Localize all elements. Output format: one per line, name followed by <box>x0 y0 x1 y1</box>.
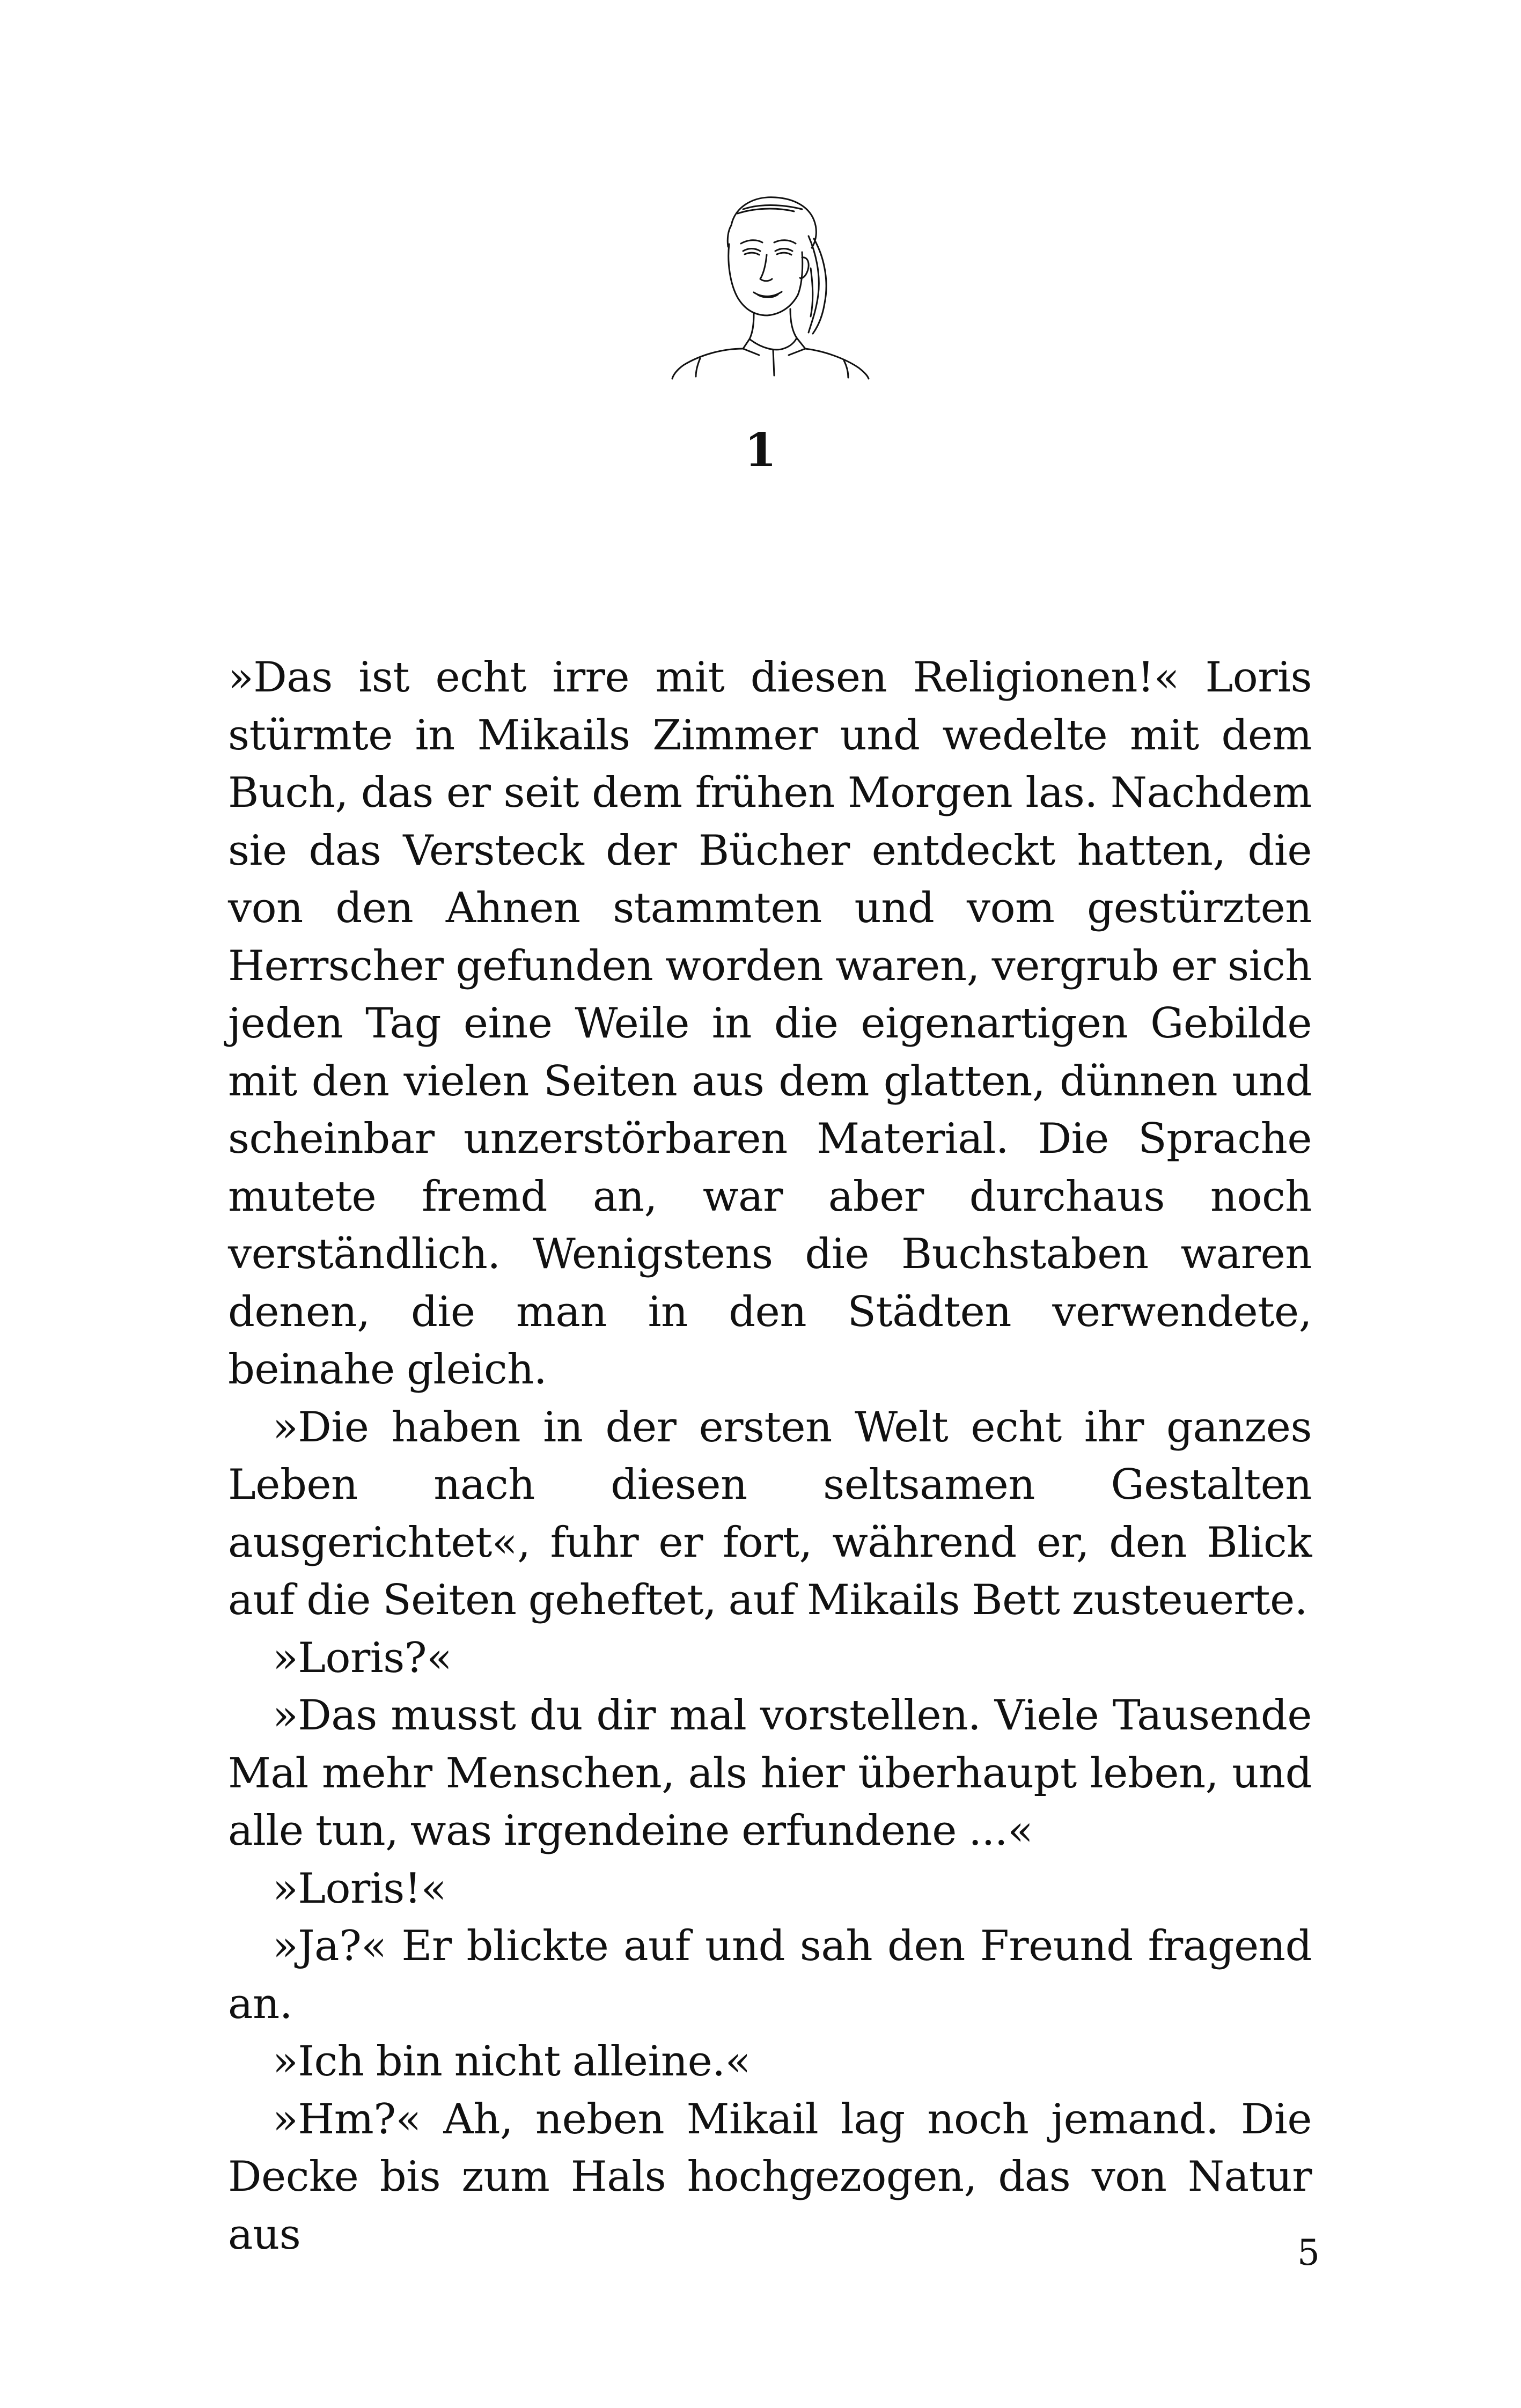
paragraph: »Ich bin nicht alleine.« <box>273 2037 751 2086</box>
chapter-number: 1 <box>744 423 777 477</box>
paragraph: »Ja?« Er blickte auf und sah den Freund fragend an. <box>228 1922 1312 2028</box>
paragraph: »Das ist echt irre mit diesen Religionen!« Loris stürmte in Mikails Zimmer und wedelte mit dem Buch, das er seit dem frühen Morgen las. Nachdem sie das Versteck der Bücher entdeckt hatten, die von den Ahnen stammten und vom gestürzten Herrscher gefunden worden waren, vergrub er sich jeden Tag eine Weile in die eigenartigen Gebilde mit den vielen Seiten aus dem glatten, dünnen und scheinbar unzerstörbaren Material. Die Sprache mutete fremd an, war aber durchaus noch verständlich. Wenigstens die Buchstaben waren denen, die man in den Städten verwendete, beinahe gleich. <box>228 653 1312 1394</box>
paragraph: »Loris!« <box>273 1864 446 1913</box>
paragraph: »Die haben in der ersten Welt echt ihr ganzes Leben nach diesen seltsamen Gestalten ausgerichtet«, fuhr er fort, während er, den Blick auf die Seiten geheftet, auf Mikails Bett zusteuerte. <box>228 1403 1312 1624</box>
paragraph: »Loris?« <box>273 1633 452 1682</box>
chapter-body-text <box>228 649 1312 2264</box>
page-number: 5 <box>1297 2232 1320 2273</box>
portrait-sketch-icon <box>668 188 872 381</box>
paragraph: »Das musst du dir mal vorstellen. Viele Tausende Mal mehr Menschen, als hier überhaupt leben, und alle tun, was irgendeine erfundene ...« <box>228 1691 1312 1855</box>
paragraph: »Hm?« Ah, neben Mikail lag noch jemand. Die Decke bis zum Hals hochgezogen, das von Natur aus <box>228 2095 1312 2259</box>
